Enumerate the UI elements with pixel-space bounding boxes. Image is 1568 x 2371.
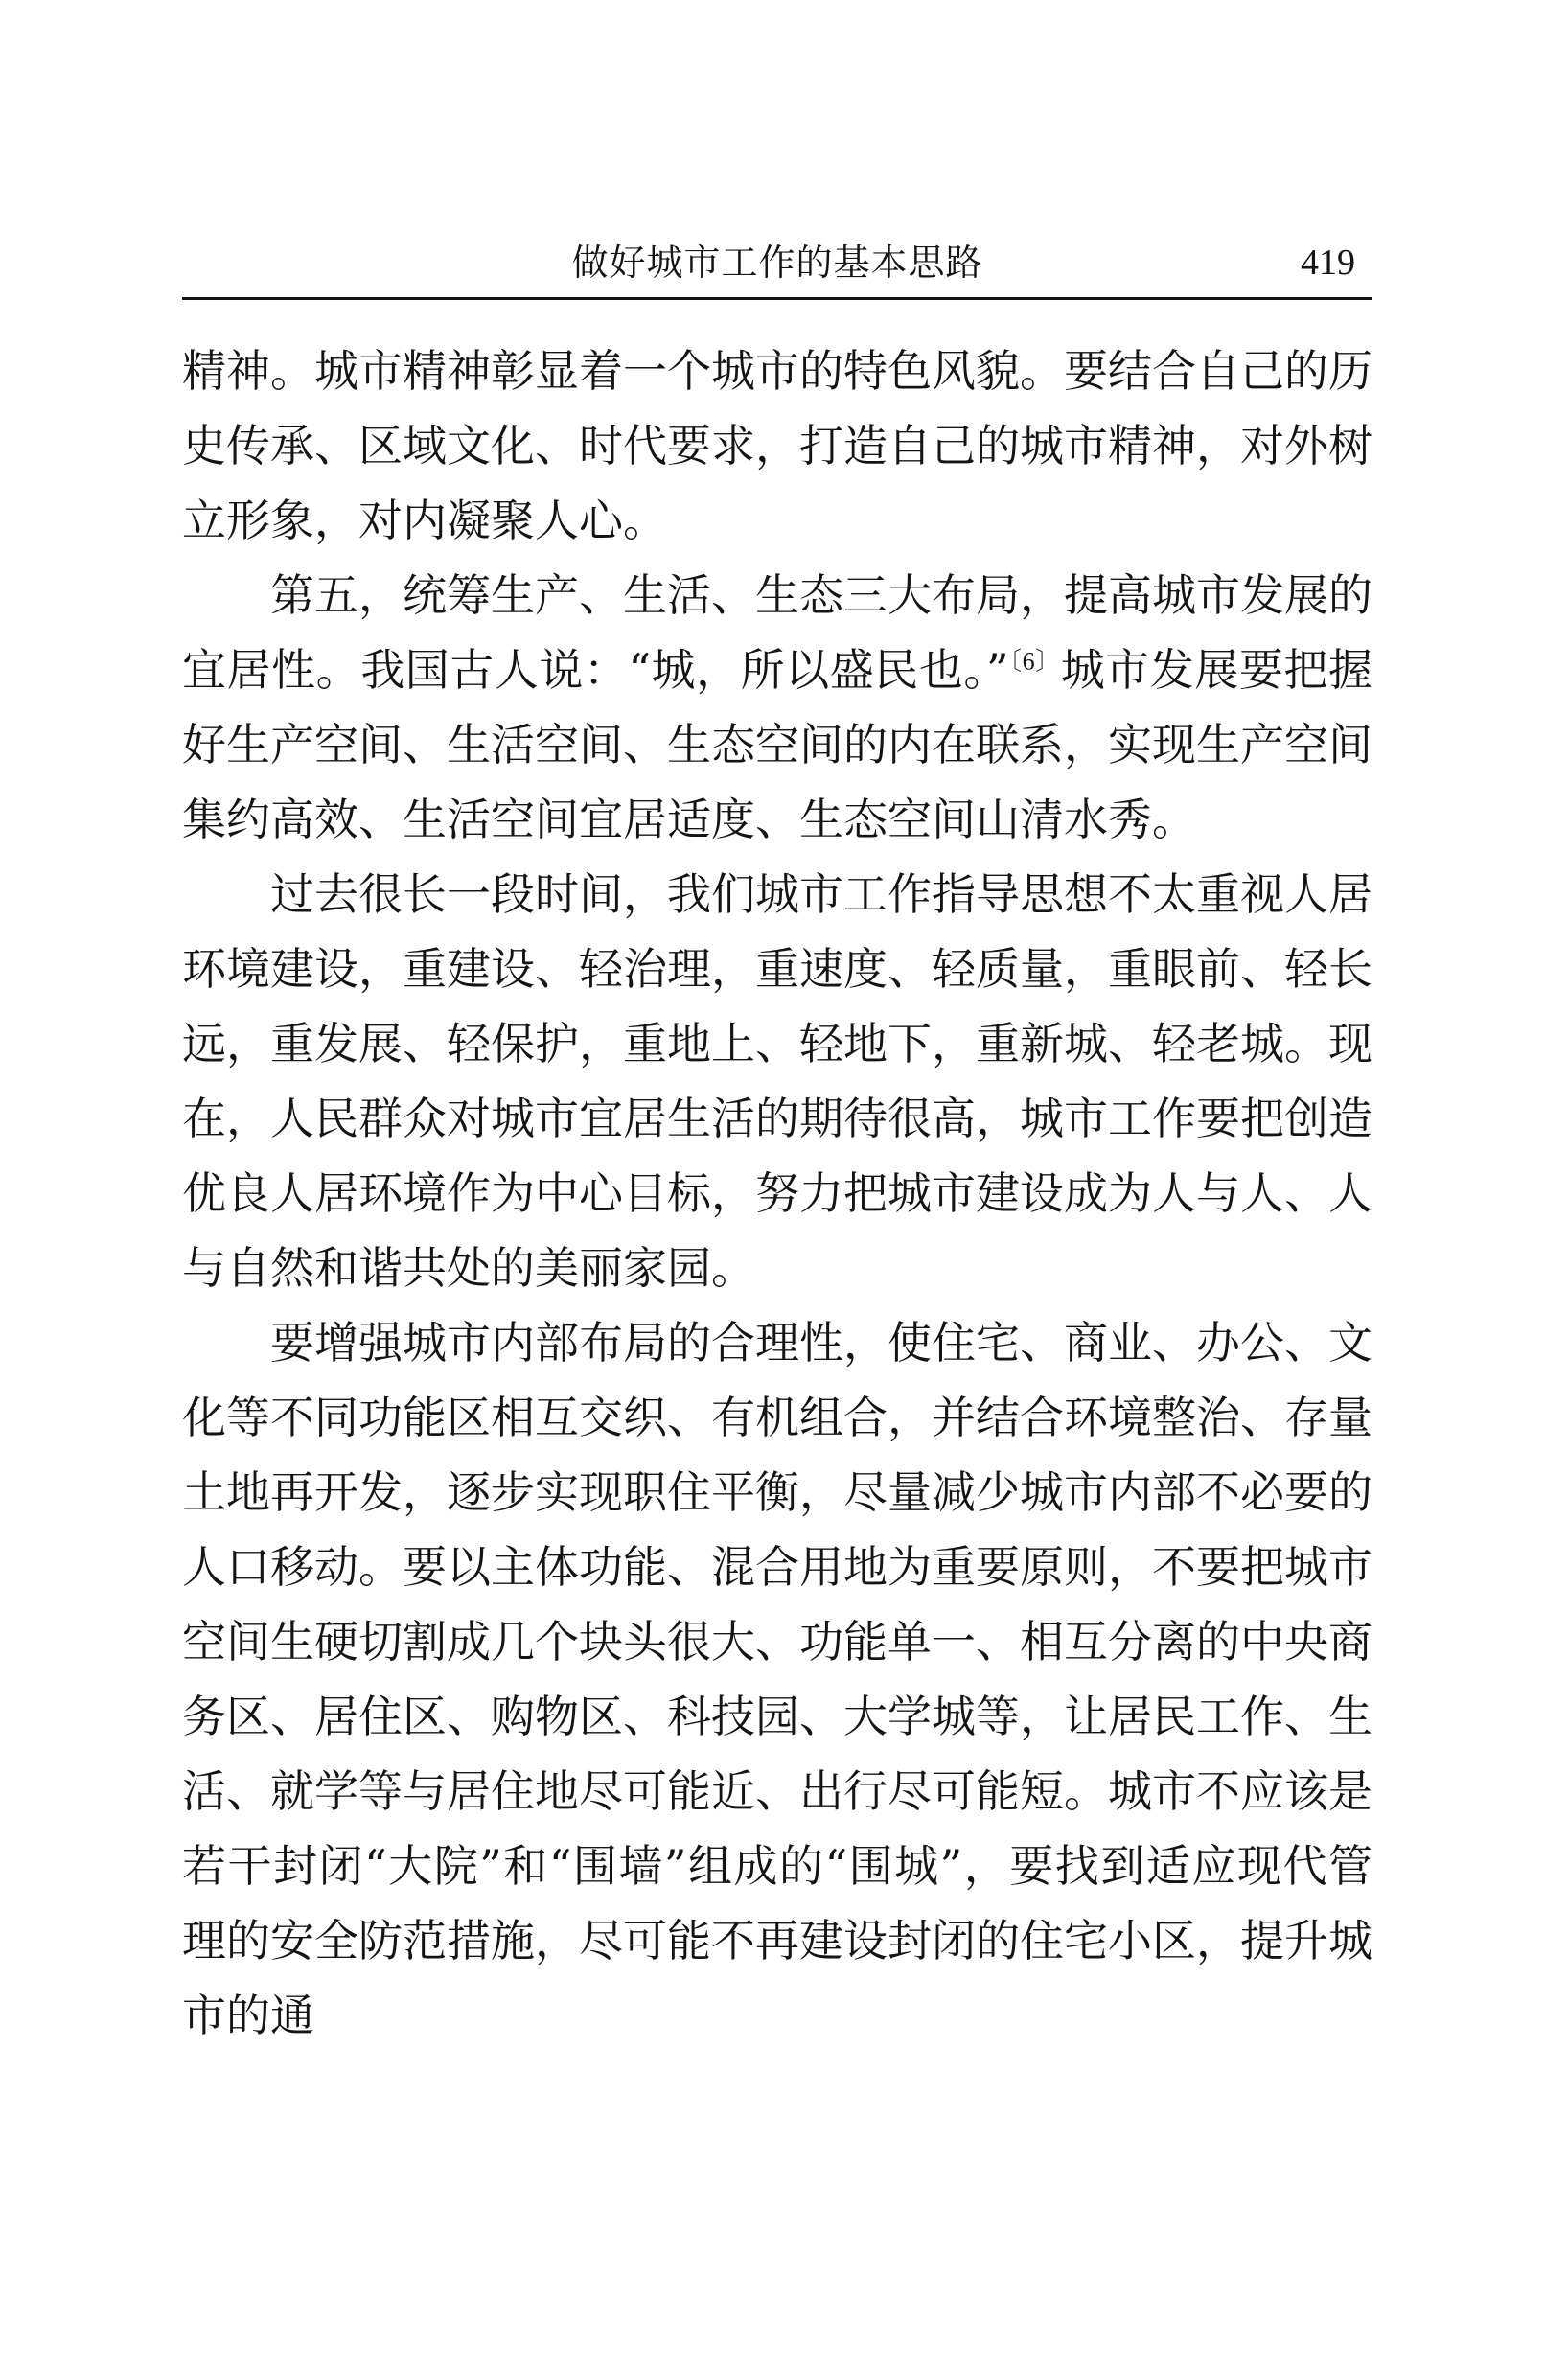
paragraph-continuation: 精神。城市精神彰显着一个城市的特色风貌。要结合自己的历史传承、区域文化、时代要求，打造自己的城市精神，对外树立形象，对内凝聚人心。 (182, 345, 1372, 546)
paragraph-item: 要增强城市内部布局的合理性，使住宅、商业、办公、文化等不同功能区相互交织、有机组合，并结合环境整治、存量土地再开发，逐步实现职住平衡，尽量减少城市内部不必要的人口移动。要以主体功能、混合用地为重要原则，不要把城市空间生硬切割成几个块头很大、功能单一、相互分离的中央商务区、居住区、购物区、科技园、大学城等，让居民工作、生活、就学等与居住地尽可能近、出行尽可能短。城市不应该是若干封闭“大院”和“围墙”组成的“围城”，要找到适应现代管理的安全防范措施，尽可能不再建设封闭的住宅小区，提升城市的通 (182, 1317, 1372, 2041)
citation-marker: 〔6〕 (1008, 647, 1061, 676)
paragraph-item: 过去很长一段时间，我们城市工作指导思想不太重视人居环境建设，重建设、轻治理，重速度、轻质量，重眼前、轻长远，重发展、轻保护，重地上、轻地下，重新城、轻老城。现在，人民群众对城市宜居生活的期待很高，城市工作要把创造优良人居环境作为中心目标，努力把城市建设成为人与人、人与自然和谐共处的美丽家园。 (182, 868, 1372, 1294)
header-rule (182, 297, 1372, 300)
paragraph-text: 城市发展要把握好生产空间、生活空间、生态空间的内在联系，实现生产空间集约高效、生活空间宜居适度、生态空间山清水秀。 (182, 644, 1372, 845)
body-text (182, 334, 1372, 2053)
running-header (182, 226, 1372, 293)
paragraph-item (182, 558, 1372, 857)
paragraph-text: 第五，统筹生产、生活、生态三大布局，提高城市发展的宜居性。我国古人说：“城，所以盛民也。” (182, 569, 1372, 696)
page-number: 419 (1301, 242, 1355, 283)
running-title: 做好城市工作的基本思路 (571, 242, 983, 284)
